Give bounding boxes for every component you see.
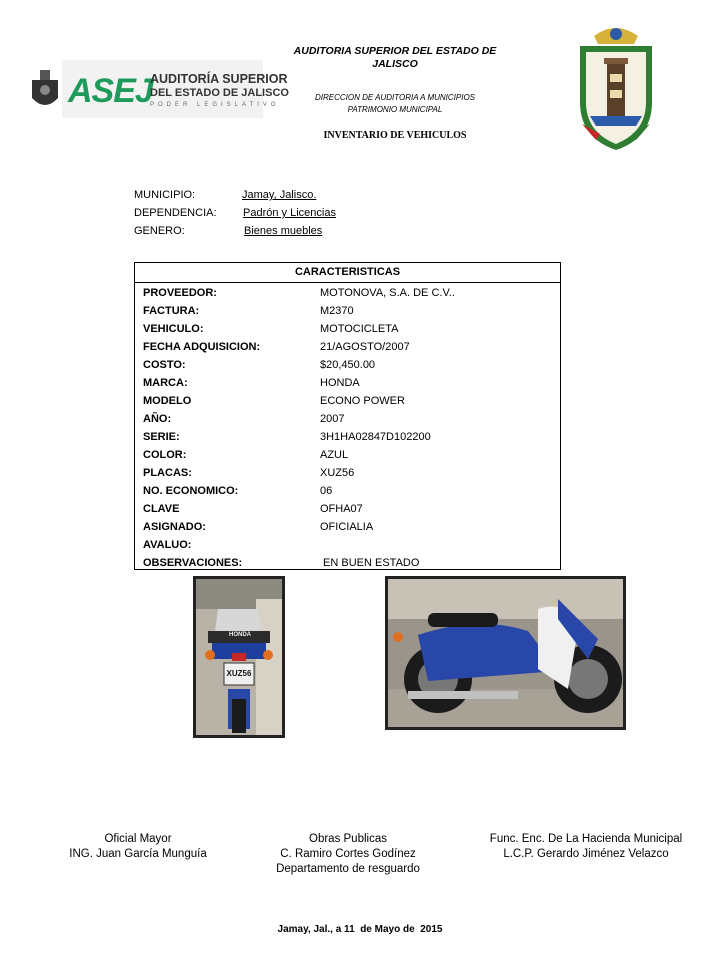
spec-value: OFHA07 (320, 503, 363, 515)
spec-label: AÑO: (143, 413, 172, 425)
spec-value: 21/AGOSTO/2007 (320, 341, 410, 353)
spec-value: $20,450.00 (320, 359, 376, 371)
spec-label: FACTURA: (143, 305, 200, 317)
spec-label: PLACAS: (143, 467, 192, 479)
jalisco-shield-small-icon (32, 70, 58, 105)
org-name-line2: JALISCO (372, 58, 418, 70)
org-name-line1: AUDITORIA SUPERIOR DEL ESTADO DE (293, 45, 497, 57)
spec-label: OBSERVACIONES: (143, 557, 243, 569)
spec-value: MOTOCICLETA (320, 323, 399, 335)
spec-value: OFICIALIA (320, 521, 374, 533)
spec-label: MODELO (143, 395, 192, 407)
brand-text: HONDA (229, 632, 251, 638)
spec-label: FECHA ADQUISICION: (143, 341, 261, 353)
signature-oficial-mayor (40, 832, 236, 862)
genero-value: Bienes muebles (244, 225, 323, 237)
dependencia-label: DEPENDENCIA: (134, 207, 217, 219)
spec-label: COSTO: (143, 359, 186, 371)
signature-person: L.C.P. Gerardo Jiménez Velazco (503, 848, 669, 860)
asej-name-line1: AUDITORÍA SUPERIOR (150, 72, 288, 86)
motorcycle-rear-image (196, 579, 282, 735)
spec-value: ECONO POWER (320, 395, 405, 407)
spec-label: CLAVE (143, 503, 180, 515)
signature-obras-publicas (248, 832, 448, 877)
spec-value: 06 (320, 485, 333, 497)
municipal-coat-of-arms (574, 24, 658, 158)
coat-of-arms-icon (574, 24, 658, 158)
genero-label: GENERO: (134, 225, 185, 237)
motorcycle-side-image (388, 579, 623, 727)
vehicle-photo-side (385, 576, 626, 730)
asej-name-line2: DEL ESTADO DE JALISCO (150, 87, 289, 99)
spec-label: AVALUO: (143, 539, 192, 551)
spec-value: M2370 (320, 305, 354, 317)
spec-label: ASIGNADO: (143, 521, 206, 533)
spec-value: HONDA (320, 377, 360, 389)
signature-role: Obras Publicas (309, 833, 387, 845)
signature-hacienda (466, 832, 706, 862)
municipio-value: Jamay, Jalisco. (242, 189, 317, 201)
municipio-label: MUNICIPIO: (134, 189, 196, 201)
specs-heading: CARACTERISTICAS (135, 263, 560, 283)
plate-text: XUZ56 (226, 669, 252, 678)
asej-tagline: PODER LEGISLATIVO (150, 102, 280, 108)
signature-role: Oficial Mayor (104, 833, 172, 845)
asej-acronym: ASEJ (68, 72, 153, 110)
spec-value: EN BUEN ESTADO (320, 557, 420, 569)
dept-line2: PATRIMONIO MUNICIPAL (347, 105, 443, 114)
signature-role: Func. Enc. De La Hacienda Municipal (489, 833, 683, 845)
signature-department: Departamento de resguardo (276, 863, 420, 875)
spec-label: NO. ECONOMICO: (143, 485, 239, 497)
spec-value: XUZ56 (320, 467, 355, 479)
vehicle-photo-rear (193, 576, 285, 738)
spec-label: VEHICULO: (143, 323, 204, 335)
spec-label: PROVEEDOR: (143, 287, 217, 299)
spec-label: COLOR: (143, 449, 187, 461)
spec-label: MARCA: (143, 377, 188, 389)
spec-label: SERIE: (143, 431, 180, 443)
signature-person: ING. Juan García Munguía (69, 848, 207, 860)
dependencia-value: Padrón y Licencias (243, 207, 336, 219)
place-date: Jamay, Jal., a 11 de Mayo de 2015 (277, 924, 443, 935)
signature-person: C. Ramiro Cortes Godínez (280, 848, 416, 860)
spec-value: 2007 (320, 413, 345, 425)
spec-value: 3H1HA02847D102200 (320, 431, 431, 443)
spec-value: AZUL (320, 449, 349, 461)
doc-title: INVENTARIO DE VEHICULOS (323, 130, 467, 141)
spec-value: MOTONOVA, S.A. DE C.V.. (320, 287, 455, 299)
specs-table (134, 262, 561, 570)
asej-logo (26, 60, 289, 118)
dept-line1: DIRECCION DE AUDITORIA A MUNICIPIOS (314, 93, 475, 102)
